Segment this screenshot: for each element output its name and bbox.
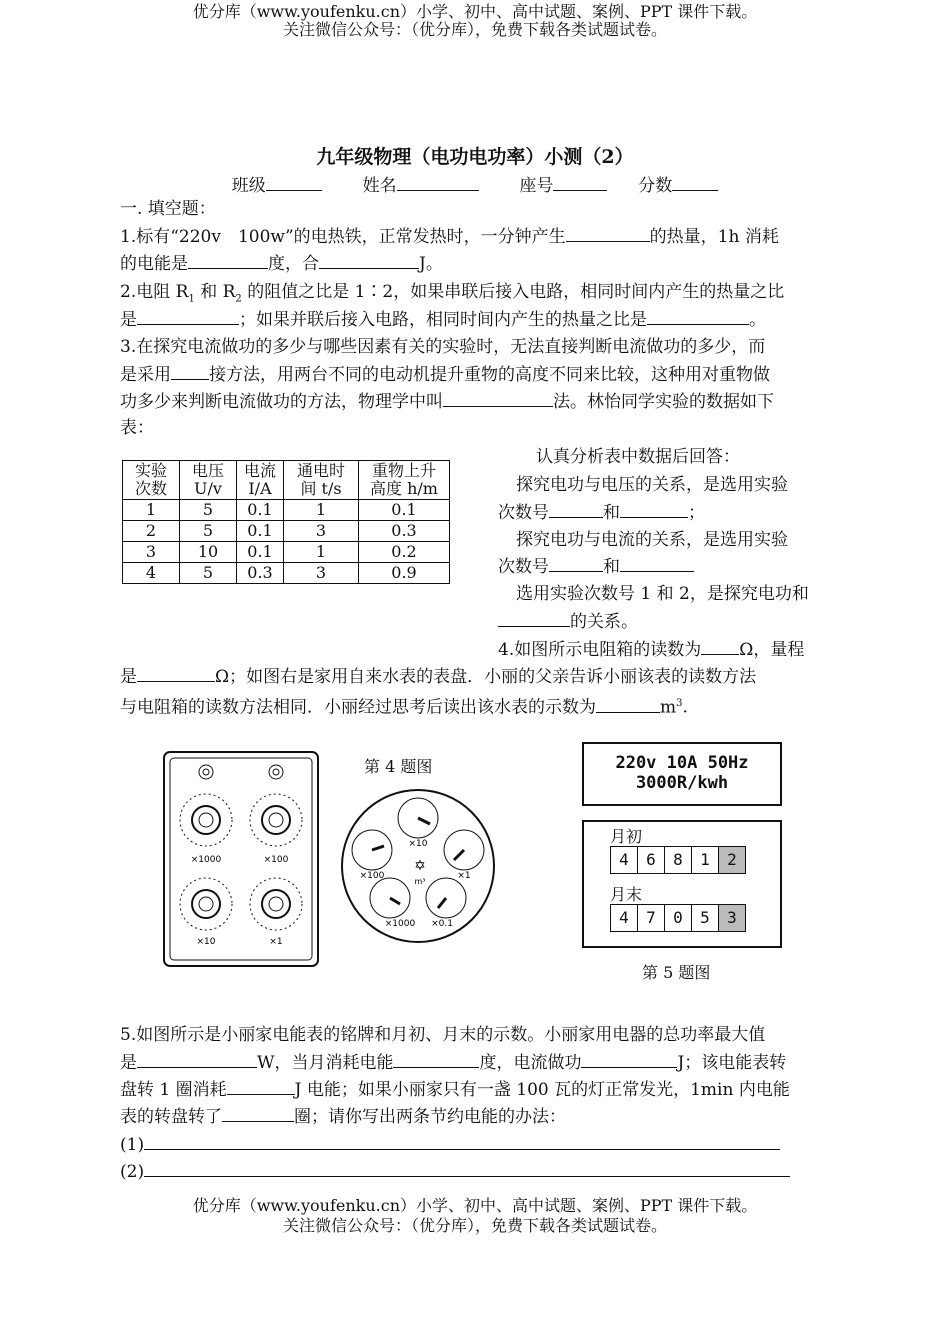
q1-blank-joule[interactable] (319, 250, 419, 269)
plate-line-1: 220v 10A 50Hz (615, 753, 749, 773)
q2-sub-2: 2 (235, 293, 242, 305)
q5-blank-per-rev[interactable] (227, 1076, 295, 1095)
water-meter-figure (338, 786, 498, 946)
side-blank-current-1[interactable] (549, 553, 603, 572)
q5-line3: 盘转 1 圈消耗 J 电能；如果小丽家只有一盏 100 瓦的灯正常发光，1min 内电能 (120, 1076, 832, 1104)
q4-line3: 与电阻箱的读数方法相同．小丽经过思考后读出该水表的示数为 $m^3$. (120, 690, 832, 722)
q3-text-3b: 法。林怡同学实验的数据如下 (553, 392, 774, 412)
q3-line2 (120, 361, 832, 389)
q1-blank-kwh[interactable] (188, 250, 268, 269)
side-blank-current-2[interactable] (620, 553, 694, 572)
q5-line4: 表的转盘转了 圈；请你写出两条节约电能的办法： (120, 1103, 832, 1131)
water-unit: m³ (414, 877, 426, 886)
q2-blank-parallel[interactable] (647, 306, 749, 325)
footer-line-2: 关注微信公众号：（优分库），免费下载各类试题试卷。 (282, 1216, 667, 1235)
q4-blank-range[interactable] (137, 663, 215, 682)
q5-line5: (1) (120, 1131, 832, 1159)
resistance-box-figure (160, 748, 325, 973)
side-blank-relation[interactable] (498, 608, 570, 627)
q4-line2: 是 Ω；如图右是家用自来水表的表盘．小丽的父亲告诉小丽该表的读数方法 (120, 663, 832, 691)
q4-line1: 4.如图所示电阻箱的读数为 Ω，量程 (498, 636, 804, 664)
q1-text-b: 的热量，1h 消耗 (649, 227, 779, 247)
score-blank[interactable] (672, 172, 718, 191)
side-blank-voltage-1[interactable] (549, 499, 603, 518)
q5-blank-kwh[interactable] (393, 1049, 479, 1068)
meter-readings (582, 820, 782, 948)
q1-text-c: 的电能是 (120, 254, 188, 274)
box-label-100: ×100 (263, 855, 289, 865)
q1-text-a: 1.标有“220v 100w”的电热铁，正常发热时，一分钟产生 (120, 227, 566, 247)
q5-line2: 是 W，当月消耗电能 度，电流做功 J；该电能表转 (120, 1049, 832, 1077)
box-label-1000: ×1000 (190, 855, 222, 865)
water-label-10: ×10 (408, 839, 428, 849)
name-blank[interactable] (397, 172, 479, 191)
meter-nameplate (582, 742, 782, 806)
start-digit: 4 (610, 846, 638, 874)
q1-blank-heat[interactable] (566, 223, 650, 242)
plate-line-2: 3000R/kwh (635, 773, 729, 793)
water-label-01: ×0.1 (431, 919, 453, 929)
q4-blank-water[interactable] (596, 694, 660, 713)
class-label: 班级 (231, 176, 266, 196)
page-title: 九年级物理（电功电功率）小测（2） (316, 146, 634, 168)
table-header-row: 实验 次数 电压 U/v 电流 I/A 通电时 间 t/s 重物上升 高度 h/m (123, 461, 450, 500)
table-row: 3 10 0.1 1 0.2 (123, 542, 450, 563)
star-icon: ✡ (414, 858, 426, 874)
side-line4: 探究电功与电流的关系，是选用实验 (516, 530, 788, 550)
q2-text-d: 是 (120, 310, 137, 330)
q1-line2 (120, 250, 832, 278)
side-line6: 选用实验次数号 1 和 2，是探究电功和 (516, 584, 809, 604)
water-label-100: ×100 (359, 871, 385, 881)
month-start-label: 月初 (610, 827, 643, 846)
end-digit: 5 (691, 904, 719, 932)
header-line-2: 关注微信公众号：（优分库），免费下载各类试题试卷。 (282, 20, 667, 39)
table-row: 1 5 0.1 1 0.1 (123, 500, 450, 521)
side-line3: 次数号 和 ； (498, 499, 705, 527)
q2-text-e: ；如果并联后接入电路，相同时间内产生的热量之比是 (239, 310, 647, 330)
q2-sub-1: 1 (188, 293, 195, 305)
q3-line3 (120, 388, 832, 416)
score-label: 分数 (638, 176, 673, 196)
side-line7: 的关系。 (498, 608, 638, 636)
q2-text-c: 的阻值之比是 1∶2，如果串联后接入电路，相同时间内产生的热量之比 (241, 282, 785, 302)
side-line1: 认真分析表中数据后回答： (536, 447, 740, 467)
q3-blank-method-name[interactable] (443, 388, 553, 407)
end-digit: 0 (664, 904, 692, 932)
table-row: 2 5 0.1 3 0.3 (123, 521, 450, 542)
q5-blank-method-2[interactable] (144, 1158, 790, 1177)
footer-line-1: 优分库（www.youfenku.cn）小学、初中、高中试题、案例、PPT 课件下载。 (192, 1196, 758, 1215)
q5-blank-power[interactable] (137, 1049, 257, 1068)
side-line5: 次数号 和 (498, 553, 694, 581)
q2-text-f: 。 (749, 310, 766, 330)
q1-text-e: J。 (419, 254, 443, 274)
box-label-10: ×10 (196, 937, 216, 947)
q5-blank-work[interactable] (581, 1049, 677, 1068)
q3-line4: 表： (120, 418, 154, 438)
q1-line1 (120, 223, 832, 251)
q5-blank-revs[interactable] (222, 1103, 294, 1122)
q3-text-3a: 功多少来判断电流做功的方法，物理学中叫 (120, 392, 443, 412)
experiment-table (122, 460, 450, 584)
q2-blank-series[interactable] (137, 306, 239, 325)
q2-text-b: 和 R (194, 282, 236, 302)
fig4-caption: 第 4 题图 (364, 757, 433, 776)
box-label-1: ×1 (269, 937, 283, 947)
side-line2: 探究电功与电压的关系，是选用实验 (516, 475, 788, 495)
start-reading (610, 846, 745, 874)
q3-text-2b: 接方法，用两台不同的电动机提升重物的高度不同来比较，这种用对重物做 (209, 365, 770, 385)
water-label-1: ×1 (457, 871, 471, 881)
section-heading: 一. 填空题： (120, 199, 216, 219)
q1-text-d: 度，合 (268, 254, 319, 274)
month-end-label: 月末 (610, 885, 643, 904)
q2-text-a: 2.电阻 R (120, 282, 189, 302)
end-reading (610, 904, 745, 932)
q3-text-2a: 是采用 (120, 365, 171, 385)
end-digit: 4 (610, 904, 638, 932)
student-info-line (0, 171, 950, 196)
q3-line1: 3.在探究电流做功的多少与哪些因素有关的实验时，无法直接判断电流做功的多少，而 (120, 337, 766, 357)
q5-line6: (2) (120, 1158, 832, 1186)
q3-blank-method[interactable] (171, 361, 209, 380)
end-digit: 7 (637, 904, 665, 932)
q5-line1: 5.如图所示是小丽家电能表的铭牌和月初、月末的示数。小丽家用电器的总功率最大值 (120, 1025, 766, 1045)
start-digit: 1 (691, 846, 719, 874)
fig5-caption: 第 5 题图 (642, 963, 711, 982)
start-digit: 6 (637, 846, 665, 874)
q4-blank-reading[interactable] (701, 636, 739, 655)
header-line-1: 优分库（www.youfenku.cn）小学、初中、高中试题、案例、PPT 课件下载。 (192, 2, 758, 21)
q5-blank-method-1[interactable] (144, 1131, 780, 1150)
name-label: 姓名 (362, 176, 397, 196)
class-blank[interactable] (266, 172, 322, 191)
start-digit-decimal: 2 (718, 846, 746, 874)
table-row: 4 5 0.3 3 0.9 (123, 563, 450, 584)
water-label-1000: ×1000 (384, 919, 416, 929)
seat-label: 座号 (519, 176, 554, 196)
end-digit-decimal: 3 (718, 904, 746, 932)
q2-line2 (120, 306, 832, 334)
start-digit: 8 (664, 846, 692, 874)
side-blank-voltage-2[interactable] (620, 499, 688, 518)
seat-blank[interactable] (553, 172, 607, 191)
